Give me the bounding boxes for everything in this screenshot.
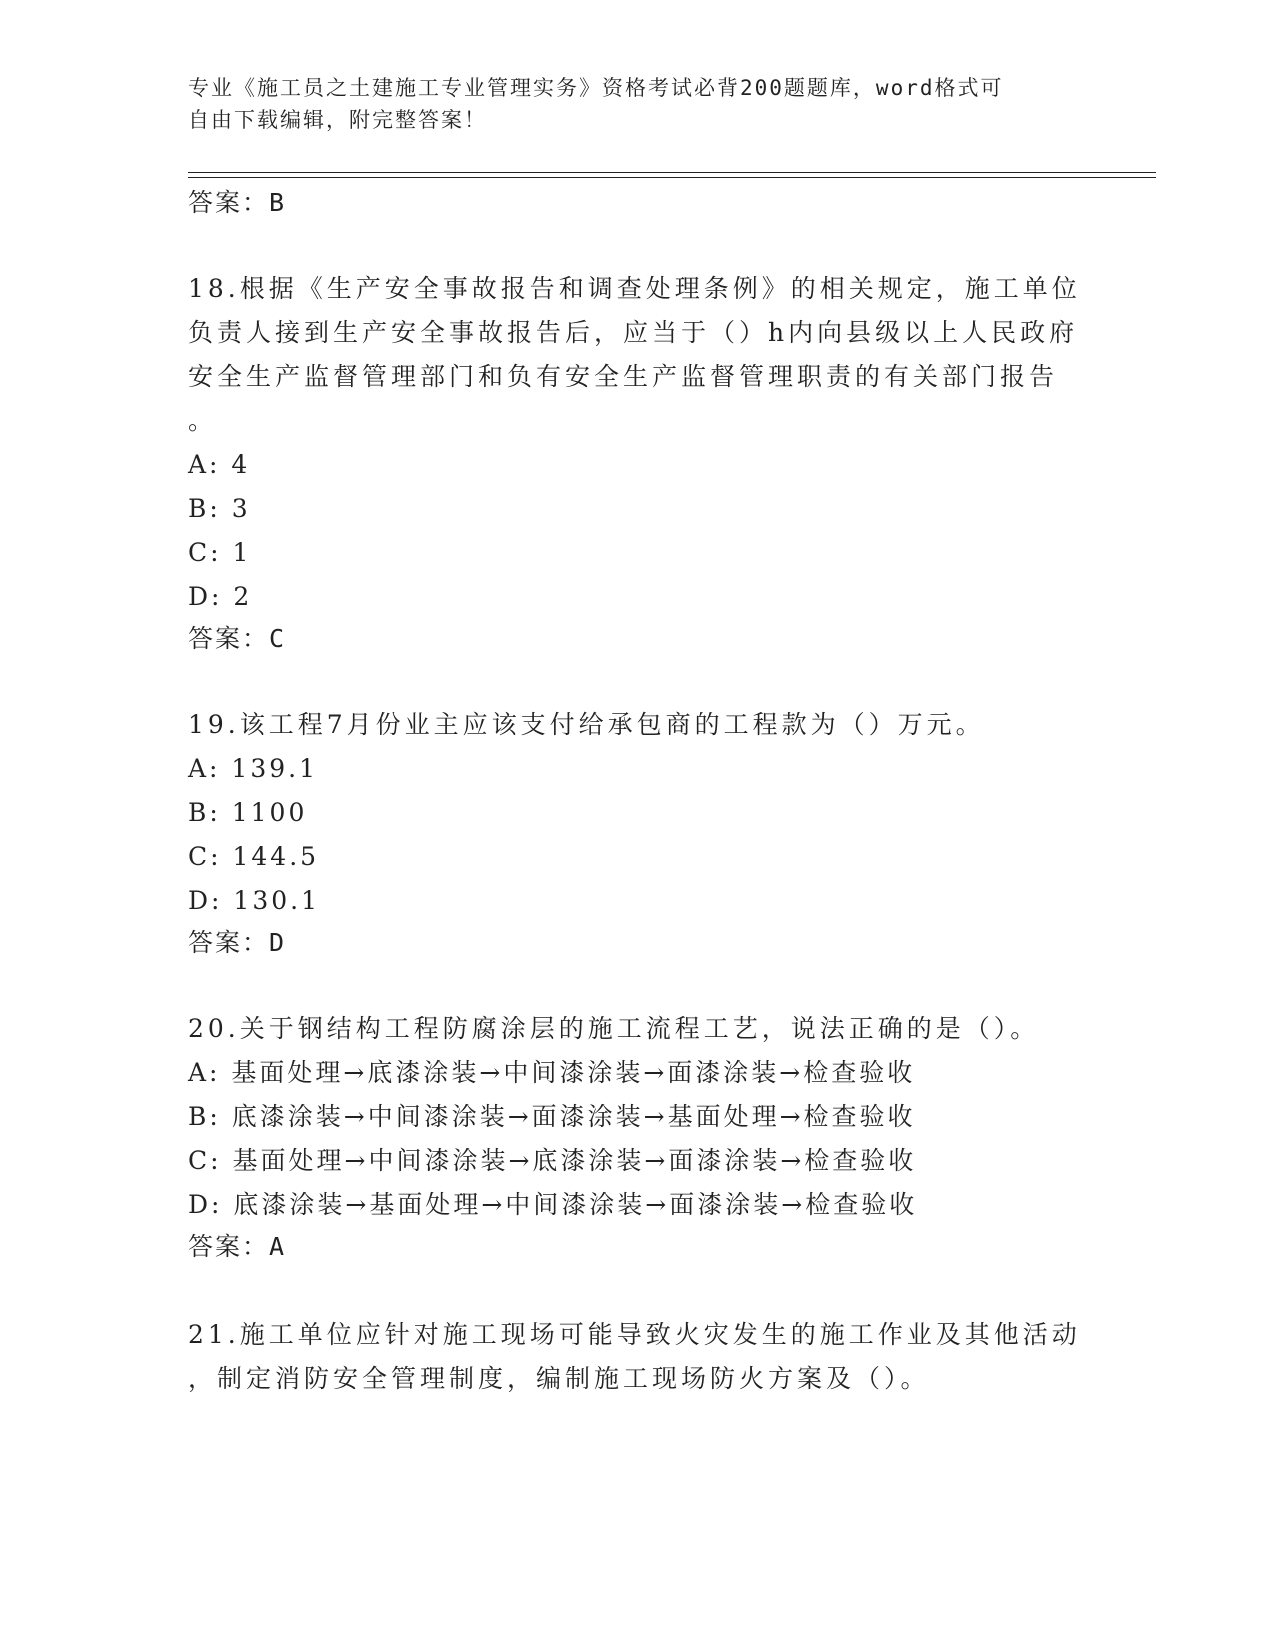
question-20-option-a: A: 基面处理→底漆涂装→中间漆涂装→面漆涂装→检查验收 <box>188 1058 916 1087</box>
question-20-option-b: B: 底漆涂装→中间漆涂装→面漆涂装→基面处理→检查验收 <box>188 1102 916 1131</box>
question-18-option-c: C: 1 <box>188 538 252 567</box>
question-18-option-d: D: 2 <box>188 582 253 611</box>
question-18-line-1: 18.根据《生产安全事故报告和调查处理条例》的相关规定，施工单位 <box>188 274 1081 303</box>
question-19-line-1: 19.该工程7月份业主应该支付给承包商的工程款为（）万元。 <box>188 710 985 739</box>
question-18-option-a: A: 4 <box>188 450 251 479</box>
header-divider-top <box>188 172 1156 173</box>
question-18-line-2: 负责人接到生产安全事故报告后，应当于（）h内向县级以上人民政府 <box>188 318 1079 347</box>
question-20-line-1: 20.关于钢结构工程防腐涂层的施工流程工艺，说法正确的是（）。 <box>188 1014 1040 1043</box>
question-18-line-4: 。 <box>188 406 218 435</box>
answer-17: 答案：B <box>188 188 287 217</box>
answer-18: 答案：C <box>188 624 287 653</box>
question-19-option-b: B: 1100 <box>188 798 308 827</box>
question-19-option-a: A: 139.1 <box>188 754 318 783</box>
header-title-line-1: 专业《施工员之土建施工专业管理实务》资格考试必背200题题库，word格式可 <box>188 76 1004 100</box>
question-18-line-3: 安全生产监督管理部门和负有安全生产监督管理职责的有关部门报告 <box>188 362 1059 391</box>
header-divider-bottom <box>188 177 1156 178</box>
question-20-option-c: C: 基面处理→中间漆涂装→底漆涂装→面漆涂装→检查验收 <box>188 1146 917 1175</box>
answer-20: 答案：A <box>188 1232 287 1261</box>
question-19-option-d: D: 130.1 <box>188 886 320 915</box>
question-19-option-c: C: 144.5 <box>188 842 320 871</box>
header-title-line-2: 自由下载编辑，附完整答案！ <box>188 108 487 132</box>
question-21-line-1: 21.施工单位应针对施工现场可能导致火灾发生的施工作业及其他活动 <box>188 1320 1081 1349</box>
question-18-option-b: B: 3 <box>188 494 251 523</box>
question-20-option-d: D: 底漆涂装→基面处理→中间漆涂装→面漆涂装→检查验收 <box>188 1190 918 1219</box>
answer-19: 答案：D <box>188 928 287 957</box>
question-21-line-2: ，制定消防安全管理制度，编制施工现场防火方案及（）。 <box>188 1364 930 1393</box>
